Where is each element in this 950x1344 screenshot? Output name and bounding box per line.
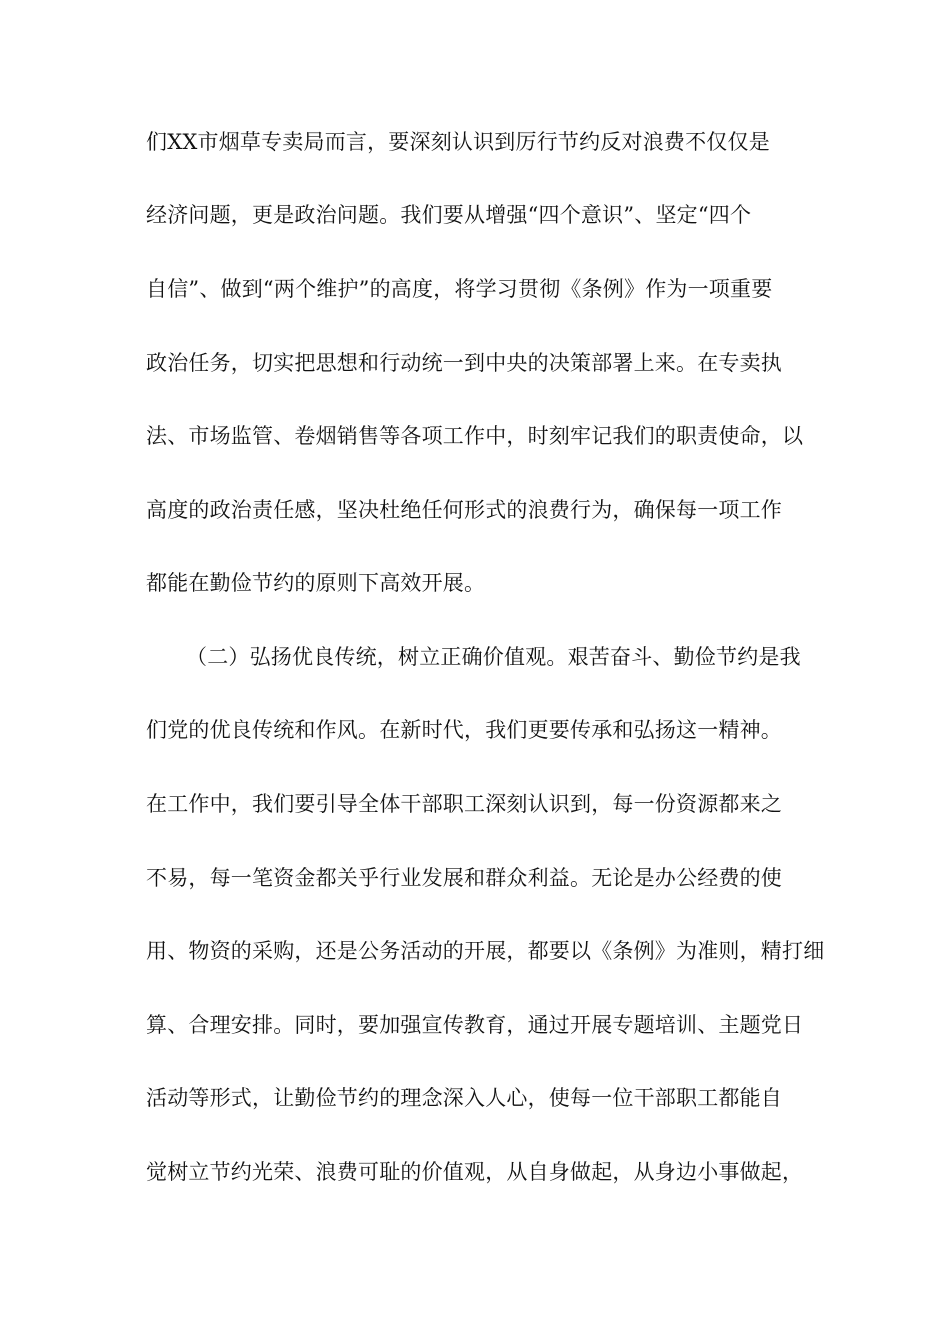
text-line: 都能在勤俭节约的原则下高效开展。: [146, 571, 486, 595]
text-line: 在工作中，我们要引导全体干部职工深刻认识到，每一份资源都来之: [146, 792, 782, 816]
text-line: 政治任务，切实把思想和行动统一到中央的决策部署上来。在专卖执: [146, 351, 782, 375]
text-line: 不易，每一笔资金都关乎行业发展和群众利益。无论是办公经费的使: [146, 866, 782, 890]
text-line: 觉树立节约光荣、浪费可耻的价值观，从自身做起，从身边小事做起，: [146, 1160, 804, 1184]
text-line: 法、市场监管、卷烟销售等各项工作中，时刻牢记我们的职责使命，以: [146, 424, 804, 448]
text-line: 高度的政治责任感，坚决杜绝任何形式的浪费行为，确保每一项工作: [146, 498, 782, 522]
text-line: 自信”、做到“两个维护”的高度，将学习贯彻《条例》作为一项重要: [146, 277, 773, 301]
section-heading-line: （二）弘扬优良传统，树立正确价值观。艰苦奋斗、勤俭节约是我: [186, 645, 801, 669]
text-line: 们党的优良传统和作风。在新时代，我们更要传承和弘扬这一精神。: [146, 718, 782, 742]
text-line: 经济问题，更是政治问题。我们要从增强“四个意识”、坚定“四个: [146, 203, 752, 227]
text-line: 用、物资的采购，还是公务活动的开展，都要以《条例》为准则，精打细: [146, 939, 825, 963]
text-line: 们XX市烟草专卖局而言，要深刻认识到厉行节约反对浪费不仅仅是: [146, 130, 770, 154]
text-line: 活动等形式，让勤俭节约的理念深入人心，使每一位干部职工都能自: [146, 1086, 782, 1110]
text-line: 算、合理安排。同时，要加强宣传教育，通过开展专题培训、主题党日: [146, 1013, 804, 1037]
